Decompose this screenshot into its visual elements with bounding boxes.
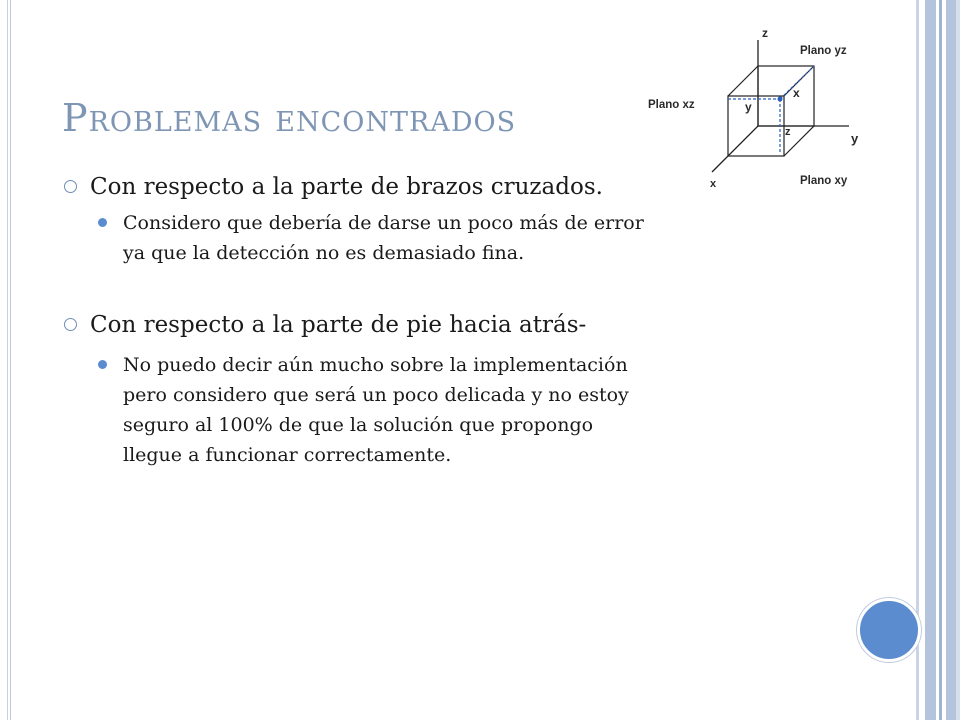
axis-y-label: y — [851, 131, 859, 146]
decorative-circle — [857, 598, 921, 662]
sub-bullet-line: ya que la detección no es demasiado fina. — [123, 242, 525, 264]
stripe — [925, 0, 936, 720]
stripe — [956, 0, 960, 720]
edge — [728, 66, 758, 96]
diagram-svg — [644, 22, 870, 194]
axis-z-label: z — [762, 26, 768, 40]
stripe — [946, 0, 956, 720]
plane-yz-label: Plano yz — [800, 45, 847, 57]
plane-xy-label: Plano xy — [800, 175, 848, 187]
sub-bullet-line: pero considero que será un poco delicada y no estoy — [123, 384, 629, 406]
hollow-bullet-icon — [64, 180, 77, 193]
right-decorative-stripes — [916, 0, 960, 720]
bullet-text: Con respecto a la parte de brazos cruzados. — [90, 174, 603, 200]
inner-x-label: x — [793, 86, 800, 100]
bullet-item — [62, 310, 842, 340]
hollow-bullet-icon — [64, 318, 77, 331]
filled-bullet-icon — [98, 360, 107, 369]
inner-z-label: z — [785, 126, 791, 138]
filled-bullet-icon — [98, 218, 107, 227]
point-marker — [778, 97, 783, 102]
slide-body — [62, 172, 842, 470]
sub-bullet-line: No puedo decir aún mucho sobre la implementación — [123, 354, 628, 376]
bullet-item — [62, 172, 842, 202]
left-border — [0, 0, 11, 720]
sub-bullet-item — [98, 208, 842, 268]
sub-bullet-line: Considero que debería de darse un poco más de error — [123, 212, 644, 234]
sub-bullet-item — [98, 350, 842, 470]
inner-y-label: y — [745, 100, 752, 114]
slide-title: Problemas encontrados — [62, 96, 517, 140]
plane-xz-label: Plano xz — [648, 99, 695, 111]
sub-bullet-line: seguro al 100% de que la solución que propongo — [123, 414, 594, 436]
sub-bullet-line: llegue a funcionar correctamente. — [123, 444, 452, 466]
left-border-line — [7, 0, 8, 720]
x-axis — [712, 126, 758, 172]
bullet-text: Con respecto a la parte de pie hacia atrás- — [90, 312, 587, 338]
axis-x-label: x — [710, 178, 717, 190]
coordinate-planes-diagram — [644, 22, 870, 194]
